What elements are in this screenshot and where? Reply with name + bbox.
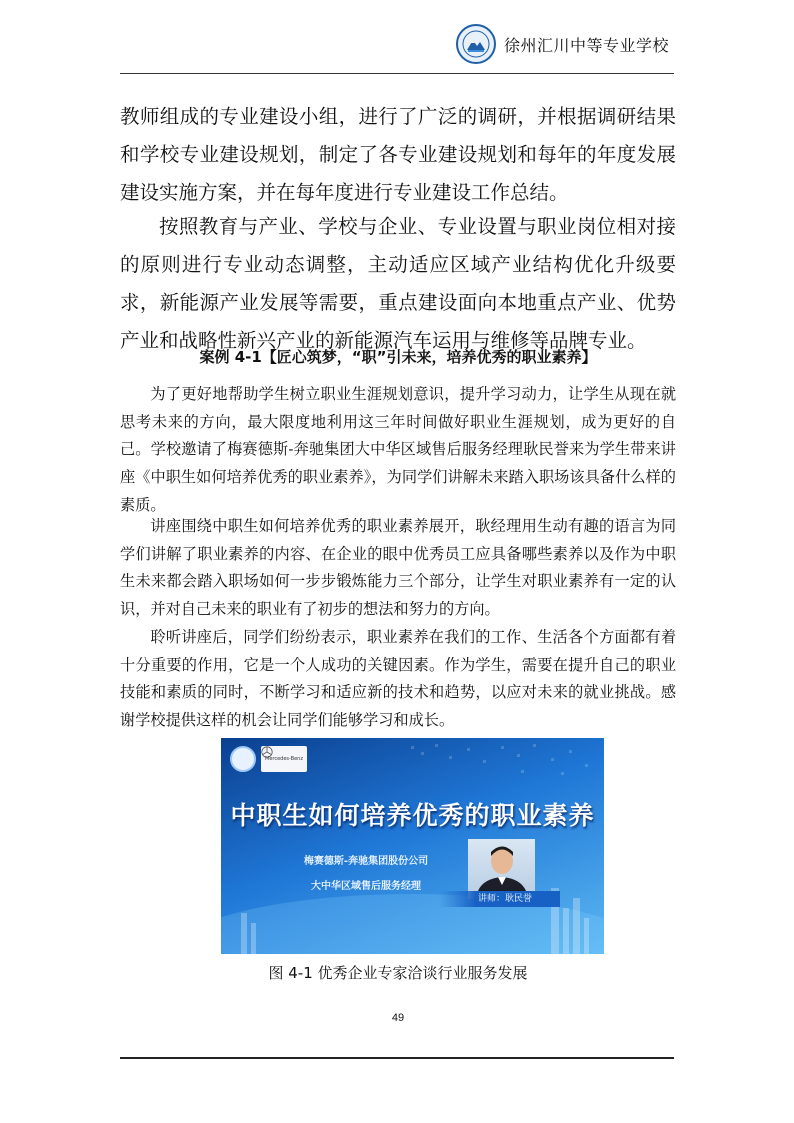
page-header: [120, 18, 674, 74]
footer-divider: [120, 1057, 674, 1059]
slide-title: 中职生如何培养优秀的职业素养: [230, 801, 595, 830]
mercedes-benz-logo: [261, 746, 307, 772]
slide-company: 梅赛德斯-奔驰集团股份公司: [303, 856, 429, 867]
case-paragraph-1: 为了更好地帮助学生树立职业生涯规划意识，提升学习动力，让学生从现在就思考未来的方向，最大限度地利用这三年时间做好职业生涯规划，成为更好的自己。学校邀请了梅赛德斯-奔驰集团大中华区域售后服务经理耿民誉来为学生带来讲座《中职生如何培养优秀的职业素养》，为同学们讲解未来踏入职场该具备什么样的素质。: [120, 385, 676, 514]
lecturer-name: 讲师：耿民誉: [440, 891, 560, 907]
school-logo-icon: [230, 746, 256, 772]
brand-text: Mercedes-Benz: [265, 756, 303, 762]
mercedes-star-icon: [261, 746, 273, 758]
case-title: 案例 4-1【匠心筑梦，“职”引未来，培养优秀的职业素养】: [199, 348, 597, 366]
slide-department: 大中华区域售后服务经理: [311, 881, 421, 892]
header-divider: [120, 73, 674, 74]
page-number: 49: [391, 1012, 405, 1024]
school-name: 徐州汇川中等专业学校: [504, 36, 670, 55]
body-paragraph-1: 教师组成的专业建设小组，进行了广泛的调研，并根据调研结果和学校专业建设规划，制定了各专业建设规划和每年的年度发展建设实施方案，并在每年度进行专业建设工作总结。: [120, 105, 676, 204]
case-paragraph-2: 讲座围绕中职生如何培养优秀的职业素养展开，耿经理用生动有趣的语言为同学们讲解了职业素养的内容、在企业的眼中优秀员工应具备哪些素养以及作为中职生未来都会踏入职场如何一步步锻炼能力三个部分，让学生对职业素养有一定的认识，并对自己未来的职业有了初步的想法和努力的方向。: [120, 517, 676, 619]
school-emblem-icon: [456, 24, 496, 64]
figure-caption: 图 4-1 优秀企业专家洽谈行业服务发展: [268, 964, 528, 982]
lecture-slide-photo: [221, 738, 604, 954]
case-paragraph-3: 聆听讲座后，同学们纷纷表示，职业素养在我们的工作、生活各个方面都有着十分重要的作用，它是一个人成功的关键因素。作为学生，需要在提升自己的职业技能和素质的同时，不断学习和适应新的技术和趋势，以应对未来的就业挑战。感谢学校提供这样的机会让同学们能够学习和成长。: [120, 628, 676, 730]
body-paragraph-2: 按照教育与产业、学校与企业、专业设置与职业岗位相对接的原则进行专业动态调整，主动适应区域产业结构优化升级要求，新能源产业发展等需要，重点建设面向本地重点产业、优势产业和战略性新兴产业的新能源汽车运用与维修等品牌专业。: [120, 215, 676, 352]
lecturer-portrait: [468, 839, 535, 899]
